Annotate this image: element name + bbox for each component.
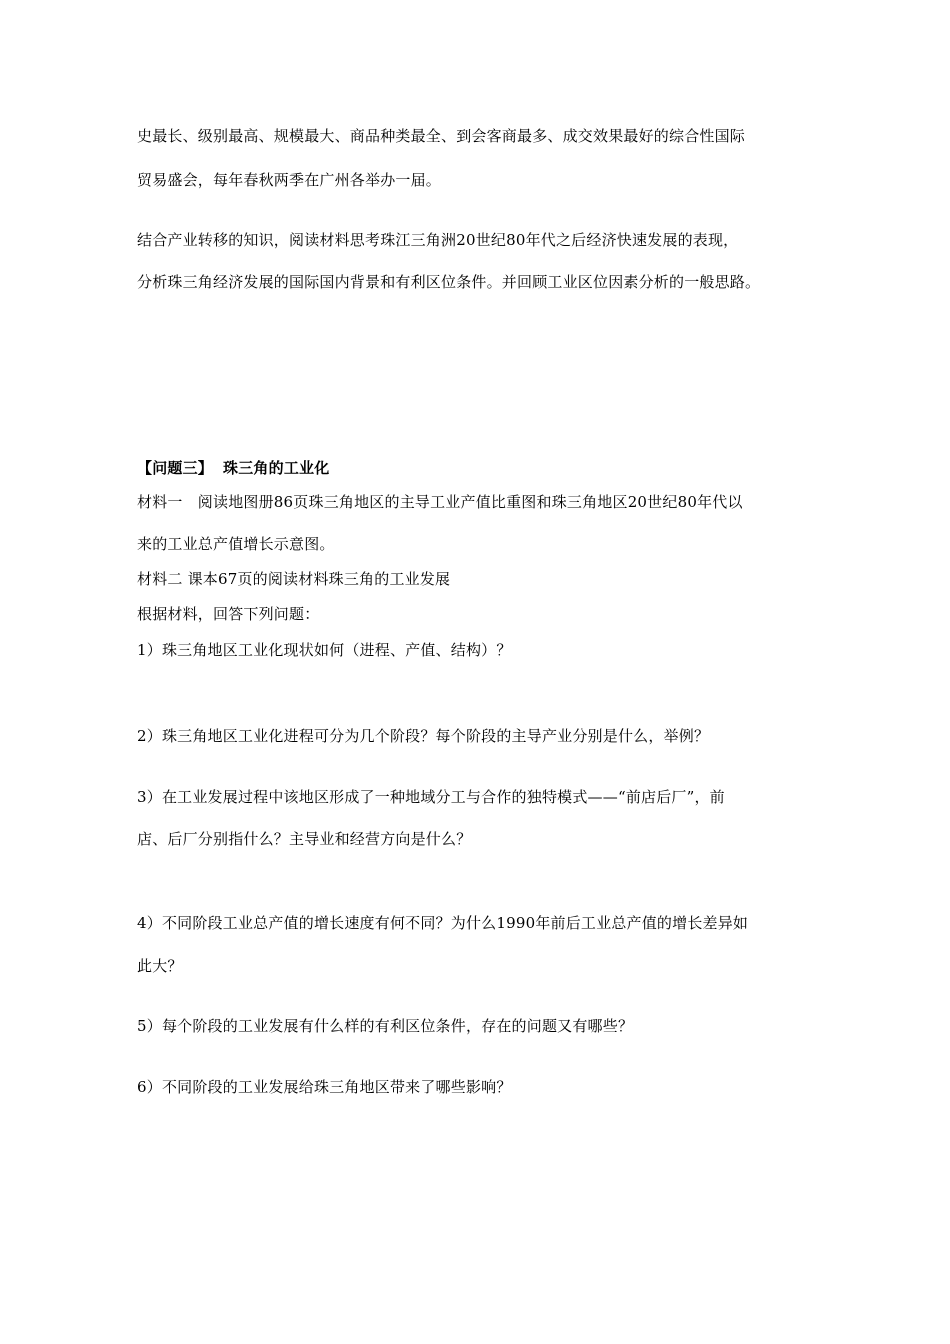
material-1-line-1: 材料一 阅读地图册86页珠三角地区的主导工业产值比重图和珠三角地区20世纪80年代以 bbox=[137, 493, 743, 511]
question-5: 5）每个阶段的工业发展有什么样的有利区位条件，存在的问题又有哪些？ bbox=[137, 1017, 634, 1035]
material-1-line-2: 来的工业总产值增长示意图。 bbox=[137, 535, 335, 553]
question-4-line-2: 此大？ bbox=[137, 957, 183, 975]
question-1: 1）珠三角地区工业化现状如何（进程、产值、结构）？ bbox=[137, 641, 512, 659]
question-3-line-2: 店、后厂分别指什么？主导业和经营方向是什么？ bbox=[137, 830, 472, 848]
task-line-1: 结合产业转移的知识，阅读材料思考珠江三角洲20世纪80年代之后经济快速发展的表现， bbox=[137, 231, 739, 249]
question-2: 2）珠三角地区工业化进程可分为几个阶段？每个阶段的主导产业分别是什么，举例？ bbox=[137, 727, 710, 745]
intro-line-2: 贸易盛会，每年春秋两季在广州各举办一届。 bbox=[137, 171, 442, 189]
question-4-line-1: 4）不同阶段工业总产值的增长速度有何不同？为什么1990年前后工业总产值的增长差异如 bbox=[137, 914, 749, 932]
material-2: 材料二 课本67页的阅读材料珠三角的工业发展 bbox=[137, 570, 451, 588]
section-heading bbox=[137, 458, 329, 478]
question-6: 6）不同阶段的工业发展给珠三角地区带来了哪些影响？ bbox=[137, 1078, 512, 1096]
section-title: 珠三角的工业化 bbox=[223, 459, 330, 477]
task-line-2: 分析珠三角经济发展的国际国内背景和有利区位条件。并回顾工业区位因素分析的一般思路。 bbox=[137, 273, 761, 291]
section-label: 【问题三】 bbox=[137, 459, 214, 477]
intro-line-1: 史最长、级别最高、规模最大、商品种类最全、到会客商最多、成交效果最好的综合性国际 bbox=[137, 127, 746, 145]
question-3-line-1: 3）在工业发展过程中该地区形成了一种地域分工与合作的独特模式——“前店后厂”，前 bbox=[137, 788, 725, 806]
answer-prompt: 根据材料，回答下列问题： bbox=[137, 605, 320, 623]
